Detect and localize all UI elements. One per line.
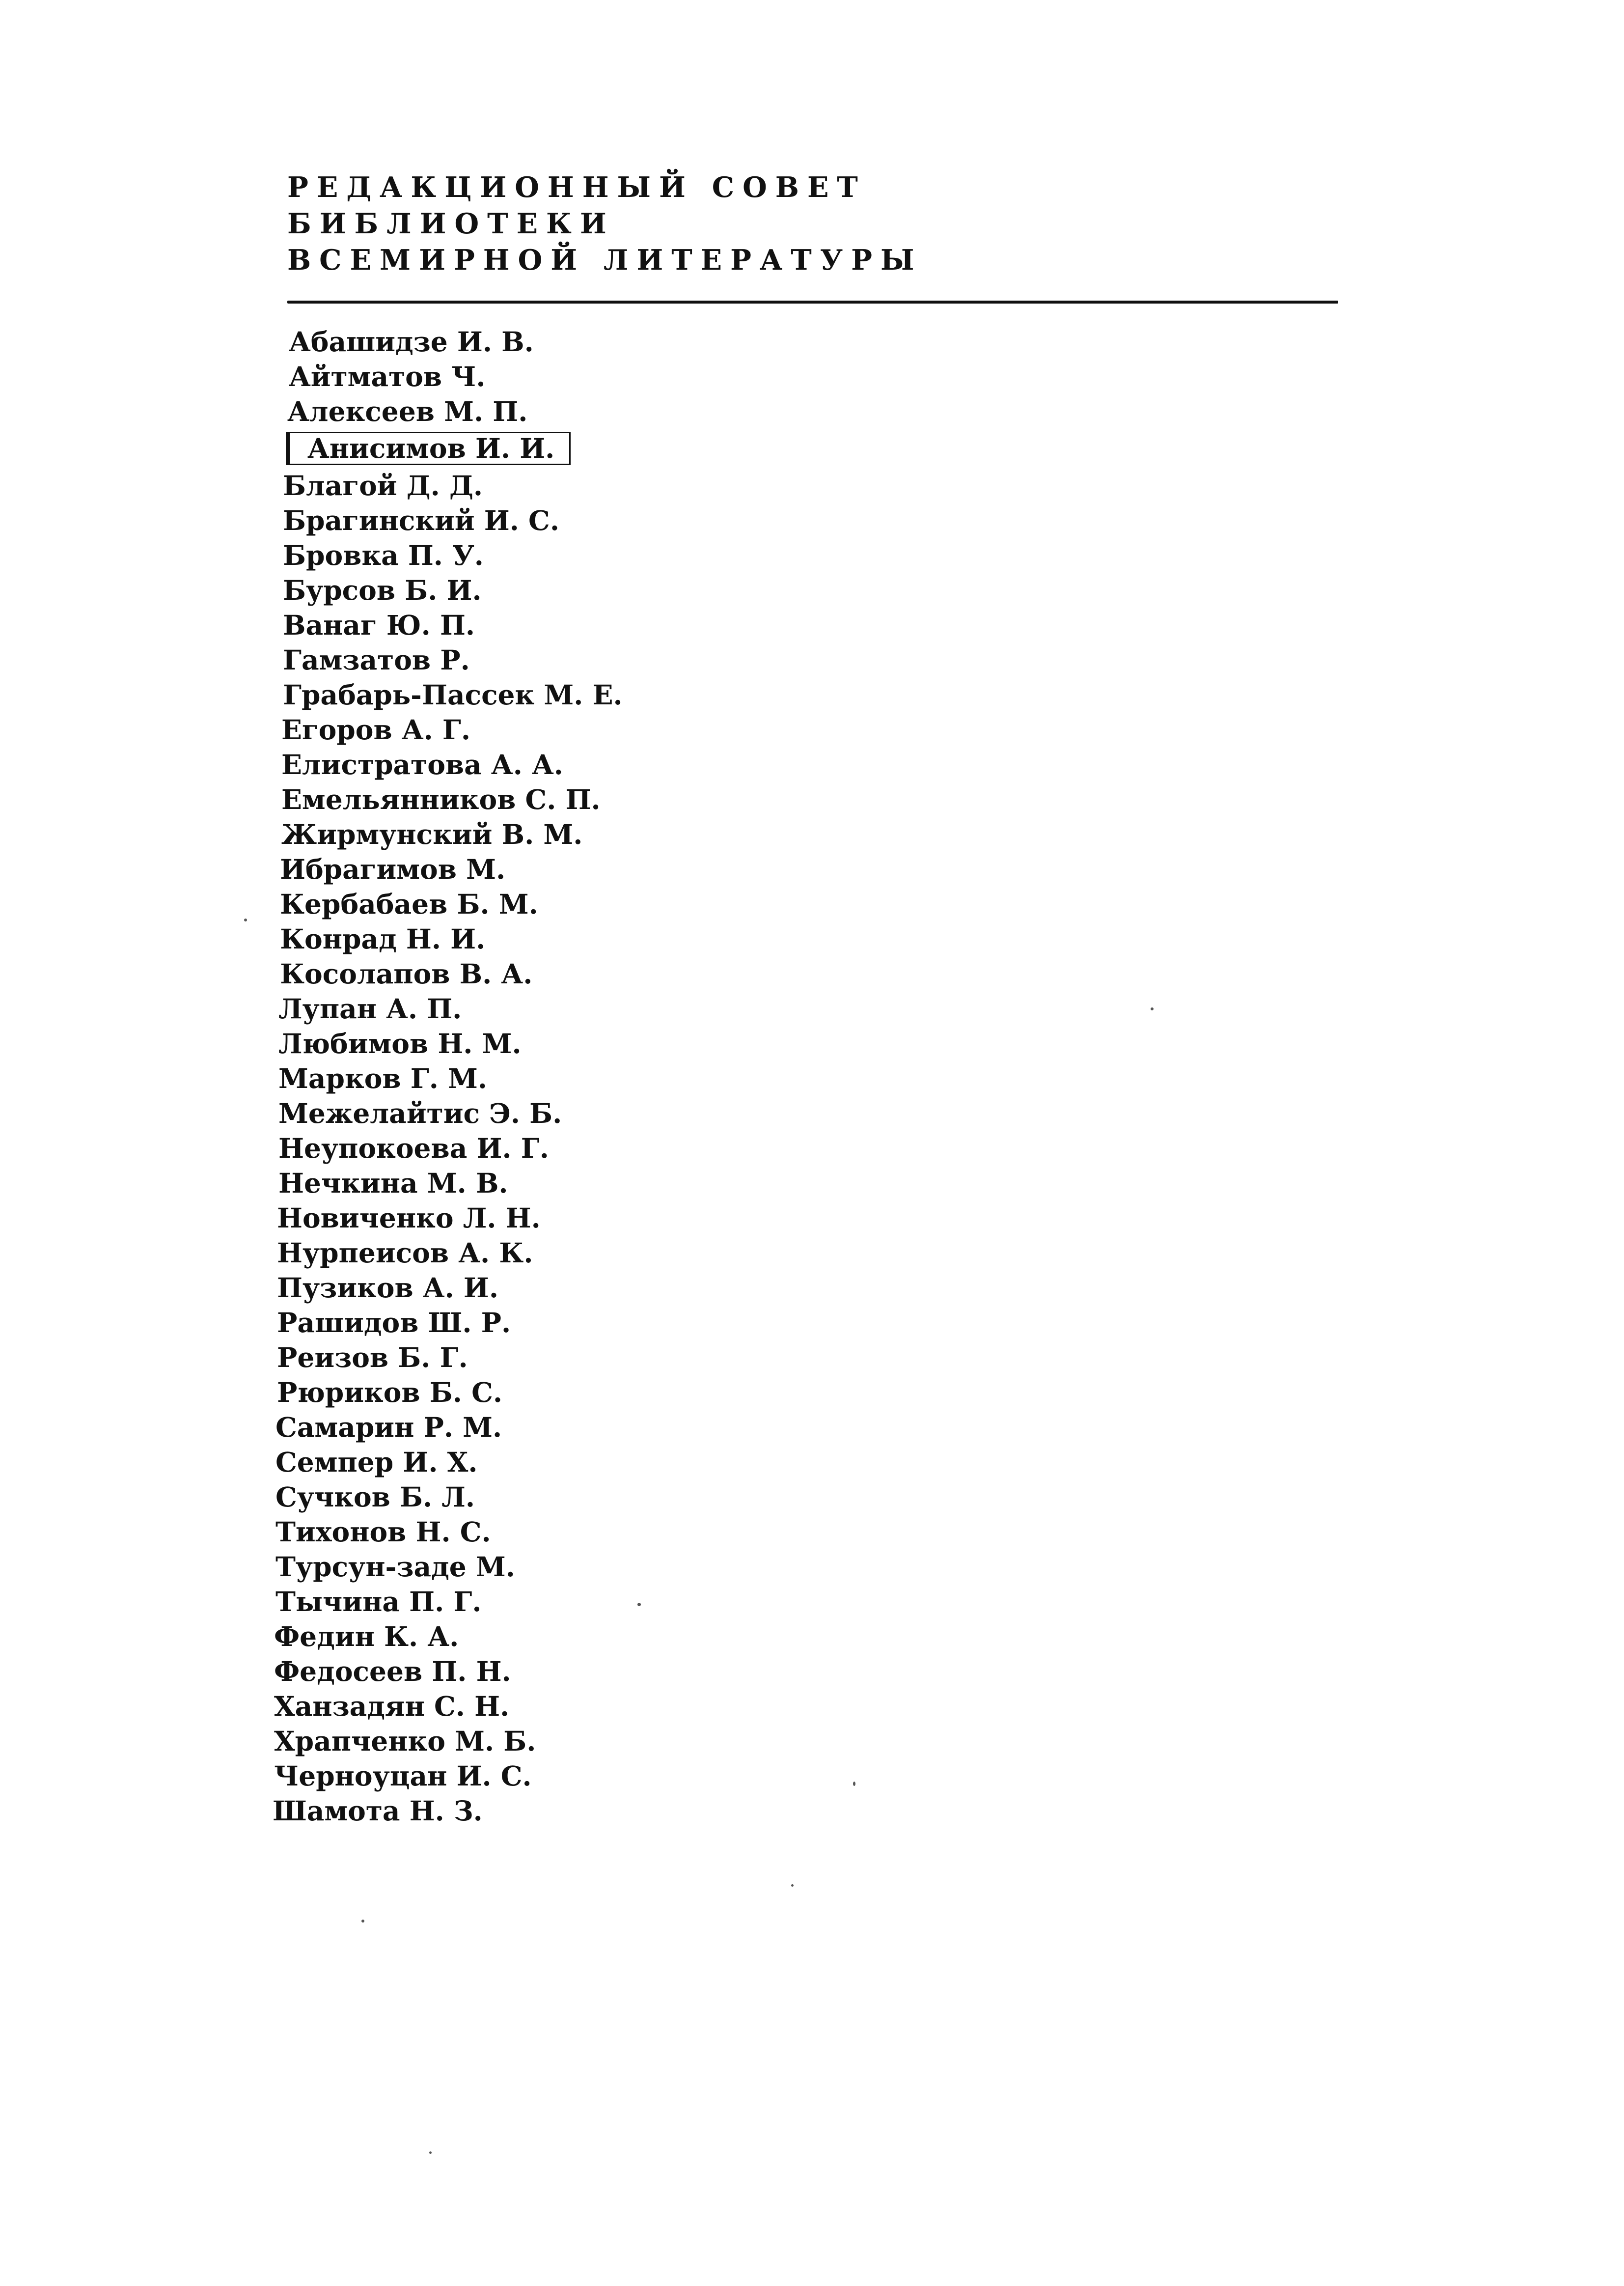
member-list-item xyxy=(277,1340,623,1375)
member-name: Лупан А. П. xyxy=(278,993,462,1025)
member-name: Егоров А. Г. xyxy=(281,714,471,746)
member-list-item xyxy=(289,324,623,359)
member-list-item xyxy=(275,1445,623,1479)
member-list-item xyxy=(277,1375,623,1410)
member-name: Айтматов Ч. xyxy=(289,361,486,392)
member-list-item xyxy=(278,1131,623,1166)
member-name: Новиченко Л. Н. xyxy=(277,1202,541,1234)
member-name: Емельянников С. П. xyxy=(281,783,601,815)
member-list-item xyxy=(274,1689,623,1724)
scan-speck xyxy=(1151,1007,1154,1010)
member-list-item xyxy=(274,1758,623,1793)
member-name: Тычина П. Г. xyxy=(275,1586,482,1617)
member-name: Храпченко М. Б. xyxy=(274,1725,536,1757)
member-list-item xyxy=(275,1410,623,1445)
member-list-item xyxy=(277,1200,623,1235)
member-name: Рашидов Ш. Р. xyxy=(277,1307,511,1338)
scan-speck xyxy=(429,2151,432,2154)
member-name: Алексеев М. П. xyxy=(287,395,528,427)
member-name: Ванаг Ю. П. xyxy=(283,609,475,641)
member-name: Черноуцан И. С. xyxy=(274,1760,532,1792)
heading-divider xyxy=(287,301,1338,304)
member-list-item xyxy=(277,1270,623,1305)
member-list-item xyxy=(275,1514,623,1549)
member-name: Ибрагимов М. xyxy=(280,853,506,885)
member-name: Конрад Н. И. xyxy=(280,923,486,955)
member-name: Бурсов Б. И. xyxy=(283,574,482,606)
member-name: Любимов Н. М. xyxy=(278,1028,522,1059)
scan-speck xyxy=(791,1884,794,1887)
member-list-item xyxy=(283,573,623,608)
member-name: Кербабаев Б. М. xyxy=(280,888,538,920)
heading-line-3: ВСЕМИРНОЙ ЛИТЕРАТУРЫ xyxy=(287,244,923,277)
member-name: Рюриков Б. С. xyxy=(277,1376,502,1408)
heading-line-1: РЕДАКЦИОННЫЙ СОВЕТ xyxy=(287,171,866,204)
member-list-item xyxy=(280,921,623,956)
member-list-item xyxy=(278,1166,623,1200)
scan-speck xyxy=(853,1782,855,1786)
scan-speck xyxy=(361,1920,364,1923)
member-name: Федин К. А. xyxy=(274,1620,459,1652)
member-list-item xyxy=(275,1479,623,1514)
member-list-item xyxy=(281,712,623,747)
member-list-item xyxy=(289,359,623,394)
member-name: Неупокоева И. Г. xyxy=(278,1132,549,1164)
member-list-item xyxy=(283,677,623,712)
member-name: Реизов Б. Г. xyxy=(277,1341,468,1373)
member-name: Нурпеисов А. К. xyxy=(277,1237,533,1269)
member-list-item xyxy=(283,538,623,573)
member-list-item xyxy=(277,1305,623,1340)
member-list-item xyxy=(281,747,623,782)
member-list-item xyxy=(281,782,623,817)
member-name: Ханзадян С. Н. xyxy=(274,1690,510,1722)
member-name: Нечкина М. В. xyxy=(278,1167,508,1199)
member-name: Марков Г. М. xyxy=(278,1062,488,1094)
member-name: Бровка П. У. xyxy=(283,539,484,571)
member-list-item xyxy=(277,1235,623,1270)
scan-speck xyxy=(637,1603,641,1606)
member-name: Благой Д. Д. xyxy=(283,470,483,502)
member-name: Семпер И. Х. xyxy=(275,1446,478,1478)
member-name: Жирмунский В. М. xyxy=(281,818,583,850)
member-name: Анисимов И. И. xyxy=(286,432,571,465)
member-list-item xyxy=(283,608,623,642)
member-list-item xyxy=(278,1096,623,1131)
scan-speck xyxy=(244,919,247,921)
member-name: Пузиков А. И. xyxy=(277,1272,499,1304)
member-list xyxy=(273,324,623,1828)
member-list-item xyxy=(275,1549,623,1584)
member-list-item xyxy=(287,394,623,429)
member-name: Турсун-заде М. xyxy=(275,1551,515,1583)
member-name: Шамота Н. З. xyxy=(273,1795,483,1827)
member-list-item xyxy=(278,991,623,1026)
member-name: Федосеев П. Н. xyxy=(274,1655,511,1687)
member-list-item xyxy=(275,1584,623,1619)
member-name: Брагинский И. С. xyxy=(283,504,559,536)
member-list-item xyxy=(274,1654,623,1689)
member-name: Самарин Р. М. xyxy=(275,1411,502,1443)
editorial-board-heading xyxy=(287,169,922,279)
member-list-item xyxy=(280,887,623,921)
member-list-item xyxy=(283,468,623,503)
member-list-item xyxy=(274,1619,623,1654)
member-name: Грабарь-Пассек М. Е. xyxy=(283,679,623,711)
member-list-item xyxy=(280,852,623,887)
member-list-item xyxy=(283,642,623,677)
member-list-item xyxy=(283,503,623,538)
member-list-item xyxy=(274,1724,623,1758)
member-name: Тихонов Н. С. xyxy=(275,1516,491,1548)
member-list-item xyxy=(278,1026,623,1061)
member-name: Гамзатов Р. xyxy=(283,644,470,676)
member-list-item xyxy=(280,956,623,991)
member-name: Косолапов В. А. xyxy=(280,958,533,990)
member-name: Абашидзе И. В. xyxy=(289,326,534,358)
member-list-item-framed xyxy=(286,429,623,468)
heading-line-2: БИБЛИОТЕКИ xyxy=(287,207,615,240)
member-list-item xyxy=(278,1061,623,1096)
member-name: Елистратова А. А. xyxy=(281,749,563,781)
member-name: Межелайтис Э. Б. xyxy=(278,1097,562,1129)
member-list-item xyxy=(273,1793,623,1828)
member-name: Сучков Б. Л. xyxy=(275,1481,475,1513)
member-list-item xyxy=(281,817,623,852)
